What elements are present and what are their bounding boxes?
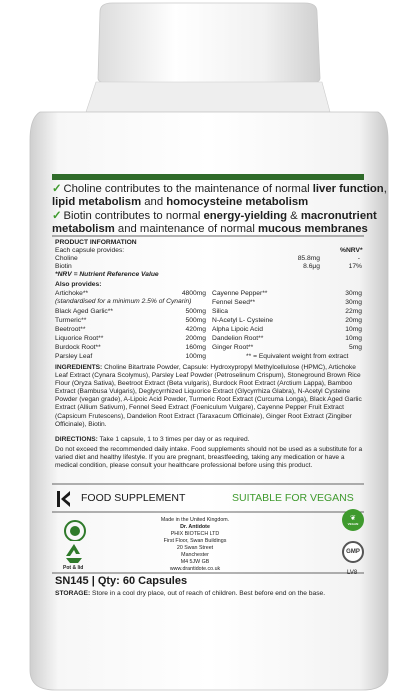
- brand-name: Dr. Antidote: [180, 524, 210, 530]
- vegan-badge-icon: ❦ VEGAN: [342, 509, 364, 531]
- ingredients-label: INGREDIENTS:: [55, 364, 103, 371]
- website-text: www.drantidote.co.uk: [169, 566, 221, 572]
- benefit-text: and maintenance of normal: [114, 223, 258, 235]
- ingredient-amount: 5mg: [348, 344, 362, 351]
- nutrient-nrv: 17%: [348, 263, 362, 270]
- ingredient-name: Artichoke**: [55, 290, 89, 297]
- ingredient-name: Parsley Leaf: [55, 353, 93, 360]
- benefit-text: ,: [383, 183, 387, 195]
- address-line: 20 Swan Street: [176, 545, 214, 551]
- ingredient-amount: 420mg: [185, 326, 206, 333]
- pot-lid-label: Pot & lid: [63, 565, 84, 571]
- ingredient-name: Ginger Root**: [212, 344, 254, 351]
- ingredient-name: Liquorice Root**: [55, 335, 104, 342]
- benefit-text: and: [141, 196, 167, 208]
- glass-recycling-badge-icon: [58, 517, 92, 541]
- storage-label: STORAGE:: [55, 590, 91, 597]
- directions-label: DIRECTIONS:: [55, 436, 98, 443]
- lot-code: LV8: [347, 570, 358, 576]
- warning-text: Do not exceed the recommended daily intake. Food supplements should not be used as a substitute for a varied diet and healthy lifestyle. If you are pregnant, breastfeeding, taking any medication or have a medical condition, please consult your healthcare professional before using this product.: [55, 446, 363, 470]
- benefit-bold: mucous membranes: [257, 223, 368, 235]
- ingredient-amount: 500mg: [185, 317, 206, 324]
- ingredient-amount: 30mg: [345, 299, 362, 306]
- ingredients-block: [55, 364, 365, 429]
- ingredient-amount: 160mg: [185, 344, 206, 351]
- product-info-heading: PRODUCT INFORMATION: [55, 239, 137, 246]
- benefit-bold: energy-yielding: [203, 210, 287, 222]
- directions-block: [55, 436, 365, 444]
- ingredient-amount: 20mg: [345, 317, 362, 324]
- ingredient-note: (standardised for a minimum 2.5% of Cynarin): [55, 298, 192, 305]
- ingredient-name: Dandelion Root**: [212, 335, 264, 342]
- benefit-bold: lipid metabolism: [52, 196, 142, 208]
- ingredient-amount: 500mg: [185, 308, 206, 315]
- nutrient-nrv: -: [357, 255, 360, 262]
- ingredient-amount: 10mg: [345, 335, 362, 342]
- ingredient-name: Alpha Lipoic Acid: [212, 326, 263, 333]
- ingredient-name: Beetroot**: [55, 326, 86, 333]
- benefit-biotin: [52, 210, 377, 236]
- vegan-badge-text: VEGAN: [347, 522, 359, 526]
- benefit-bold: homocysteine metabolism: [166, 196, 309, 208]
- also-provides-label: Also provides:: [55, 281, 102, 288]
- brand-logo-icon: [56, 490, 72, 508]
- ingredient-name: Cayenne Pepper**: [212, 290, 268, 297]
- nutrient-name: Choline: [55, 255, 78, 262]
- extract-note: ** = Equivalent weight from extract: [246, 353, 349, 360]
- ingredient-name: Black Aged Garlic**: [55, 308, 113, 315]
- ingredient-amount: 4800mg: [181, 290, 206, 297]
- storage-line: [55, 590, 325, 598]
- benefit-text: &: [287, 210, 301, 222]
- benefit-bold: liver function: [312, 183, 384, 195]
- benefit-text: Choline contributes to the maintenance of normal: [63, 183, 313, 195]
- address-line: First Floor, Swan Buildings: [163, 538, 227, 544]
- benefit-bold: macronutrient: [300, 210, 377, 222]
- benefit-choline: [52, 183, 387, 209]
- nutrient-amount: 8.6μg: [303, 263, 320, 270]
- ingredient-amount: 22mg: [345, 308, 362, 315]
- suitable-vegans-label: SUITABLE FOR VEGANS: [232, 492, 354, 504]
- made-in-text: Made in the United Kingdom.: [160, 517, 230, 523]
- ingredient-name: Silica: [212, 308, 228, 315]
- benefit-text: Biotin contributes to normal: [63, 210, 204, 222]
- gmp-badge-icon: [342, 541, 364, 563]
- address-postcode: M4 5JW GB: [180, 559, 210, 565]
- ingredient-amount: 10mg: [345, 326, 362, 333]
- ingredient-amount: 200mg: [185, 335, 206, 342]
- ingredient-name: Burdock Root**: [55, 344, 101, 351]
- manufacturer-address: [135, 517, 255, 573]
- ingredient-amount: 30mg: [345, 290, 362, 297]
- company-name: PHIX BIOTECH LTD: [170, 531, 220, 537]
- storage-text: Store in a cool dry place, out of reach of children. Best before end on the base.: [90, 590, 326, 597]
- directions-text: Take 1 capsule, 1 to 3 times per day or as required.: [97, 436, 250, 443]
- sku-quantity: SN145 | Qty: 60 Capsules: [55, 575, 188, 587]
- address-city: Manchester: [181, 552, 209, 558]
- ingredient-name: N-Acetyl L- Cysteine: [212, 317, 273, 324]
- ingredients-text: Choline Bitartrate Powder, Capsule: Hydroxypropyl Methylcellulose (HPMC), Artichoke Leaf Extract (Cynara Scolymus), Parsley Leaf Powder (Petroselinum Crispum), Stoneground Brown Rice Flour (Oryza Sativa), Beetroot Extract (Beta vulgaris), Burdock Root Extract (Arctium Lappa), Bamboo Extract (Bambusa Vulgaris), Deglycyrrhized Liquorice Extract (Glycyrrhiza Glabra), N-Acetyl Cysteine Powder (vegan grade), A-Lipoic Acid Powder, Turmeric Root Extract (Curcuma Longa), Black Aged Garlic Extract (Allium Sativum), Fennel Seed Extract (Foeniculum Vulgare), Cayenne Pepper Fruit Extract (Capsicum Frutescens), Dandelion Root Extract (Taraxacum Officinale), Ginger Root Extract (Zingiber Officinale), Biotin.: [55, 364, 362, 428]
- benefit-bold: metabolism: [52, 223, 115, 235]
- ingredient-name: Fennel Seed**: [212, 299, 256, 306]
- food-supplement-label: FOOD SUPPLEMENT: [81, 492, 186, 504]
- recycle-icon: [60, 542, 88, 564]
- nrv-header: %NRV*: [340, 247, 363, 254]
- nutrient-name: Biotin: [55, 263, 72, 270]
- check-icon: ✓: [52, 183, 62, 195]
- gmp-badge-text: GMP: [346, 549, 360, 555]
- check-icon: ✓: [52, 210, 62, 222]
- ingredient-name: Turmeric**: [55, 317, 87, 324]
- ingredient-amount: 100mg: [185, 353, 206, 360]
- nutrient-amount: 85.8mg: [297, 255, 320, 262]
- nrv-note: *NRV = Nutrient Reference Value: [55, 271, 159, 278]
- each-capsule-label: Each capsule provides:: [55, 247, 125, 254]
